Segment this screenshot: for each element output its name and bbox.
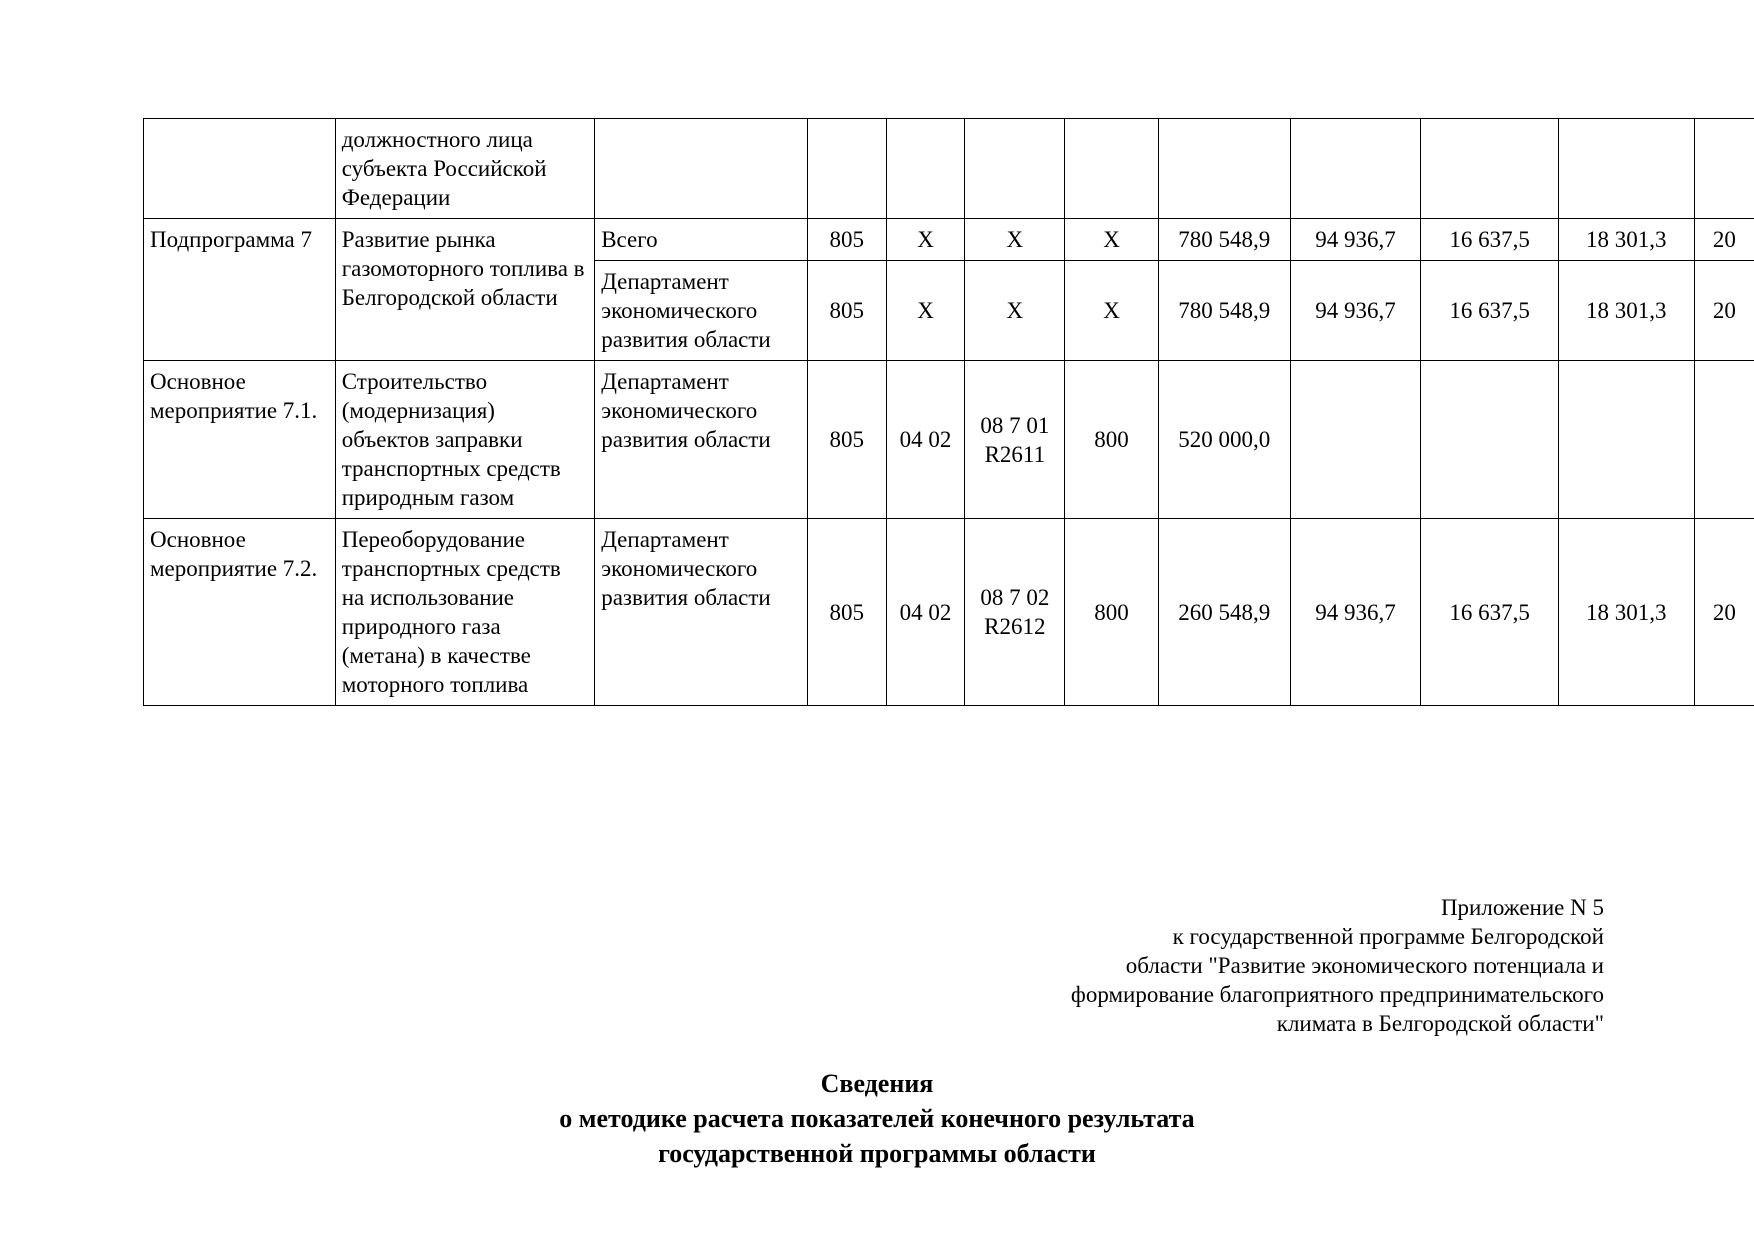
cell-rzpr: 04 02	[886, 519, 965, 706]
table-row	[144, 119, 1754, 219]
cell-executor: Всего	[595, 219, 808, 261]
cell-year-4	[1694, 361, 1754, 519]
cell-grbs	[807, 119, 886, 219]
cell-status: Основное мероприятие 7.1.	[144, 361, 336, 519]
cell-year-1: 94 936,7	[1290, 261, 1421, 361]
cell-program-name: Переоборудование транспортных средств на использование природного газа (метана) в качестве моторного топлива	[335, 519, 594, 706]
cell-vr: Х	[1065, 219, 1159, 261]
cell-rzpr: Х	[886, 261, 965, 361]
table-row	[144, 361, 1754, 519]
cell-year-2	[1421, 361, 1559, 519]
table-row	[144, 519, 1754, 706]
cell-status	[144, 119, 336, 219]
appendix-caption	[1071, 893, 1604, 1038]
cell-year-3: 18 301,3	[1558, 519, 1694, 706]
cell-year-3	[1558, 119, 1694, 219]
cell-executor: Департамент экономического развития области	[595, 519, 808, 706]
cell-grbs: 805	[807, 361, 886, 519]
cell-rzpr: Х	[886, 219, 965, 261]
cell-year-4: 20	[1694, 519, 1754, 706]
cell-csr: 08 7 01 R2611	[965, 361, 1065, 519]
cell-year-2: 16 637,5	[1421, 219, 1559, 261]
cell-status: Подпрограмма 7	[144, 219, 336, 361]
cell-status: Основное мероприятие 7.2.	[144, 519, 336, 706]
section-title	[242, 1066, 1512, 1171]
cell-program-name: Строительство (модернизация) объектов заправки транспортных средств природным газом	[335, 361, 594, 519]
cell-year-1	[1290, 119, 1421, 219]
cell-year-2: 16 637,5	[1421, 261, 1559, 361]
appendix-line: формирование благоприятного предпринимательского	[1070, 982, 1604, 1007]
table-row	[144, 219, 1754, 261]
cell-grbs: 805	[807, 519, 886, 706]
cell-total: 520 000,0	[1158, 361, 1290, 519]
cell-rzpr	[886, 119, 965, 219]
cell-executor	[595, 119, 808, 219]
cell-csr: 08 7 02 R2612	[965, 519, 1065, 706]
cell-total: 260 548,9	[1158, 519, 1290, 706]
cell-vr: 800	[1065, 519, 1159, 706]
cell-csr	[965, 119, 1065, 219]
appendix-line: к государственной программе Белгородской	[1172, 924, 1604, 949]
cell-year-4	[1694, 119, 1754, 219]
cell-total: 780 548,9	[1158, 219, 1290, 261]
cell-vr: 800	[1065, 361, 1159, 519]
cell-total: 780 548,9	[1158, 261, 1290, 361]
cell-rzpr: 04 02	[886, 361, 965, 519]
cell-grbs: 805	[807, 261, 886, 361]
section-title-line: Сведения	[820, 1069, 934, 1098]
appendix-line: области "Развитие экономического потенциала и	[1125, 953, 1604, 978]
cell-year-4: 20	[1694, 219, 1754, 261]
cell-total	[1158, 119, 1290, 219]
cell-year-2	[1421, 119, 1559, 219]
cell-year-3: 18 301,3	[1558, 219, 1694, 261]
cell-vr	[1065, 119, 1159, 219]
cell-program-name: Развитие рынка газомоторного топлива в Белгородской области	[335, 219, 594, 361]
cell-year-1	[1290, 361, 1421, 519]
cell-year-4: 20	[1694, 261, 1754, 361]
cell-year-3	[1558, 361, 1694, 519]
cell-executor: Департамент экономического развития области	[595, 261, 808, 361]
cell-program-name: должностного лица субъекта Российской Федерации	[335, 119, 594, 219]
cell-grbs: 805	[807, 219, 886, 261]
section-title-line: о методике расчета показателей конечного результата	[559, 1104, 1195, 1133]
cell-csr: Х	[965, 219, 1065, 261]
appendix-line: Приложение N 5	[1440, 895, 1604, 920]
appendix-line: климата в Белгородской области"	[1276, 1011, 1604, 1036]
section-title-line: государственной программы области	[658, 1139, 1096, 1168]
cell-executor: Департамент экономического развития области	[595, 361, 808, 519]
cell-csr: Х	[965, 261, 1065, 361]
cell-year-3: 18 301,3	[1558, 261, 1694, 361]
cell-year-1: 94 936,7	[1290, 219, 1421, 261]
cell-year-2: 16 637,5	[1421, 519, 1559, 706]
cell-vr: Х	[1065, 261, 1159, 361]
budget-allocation-table	[143, 118, 1754, 706]
cell-year-1: 94 936,7	[1290, 519, 1421, 706]
